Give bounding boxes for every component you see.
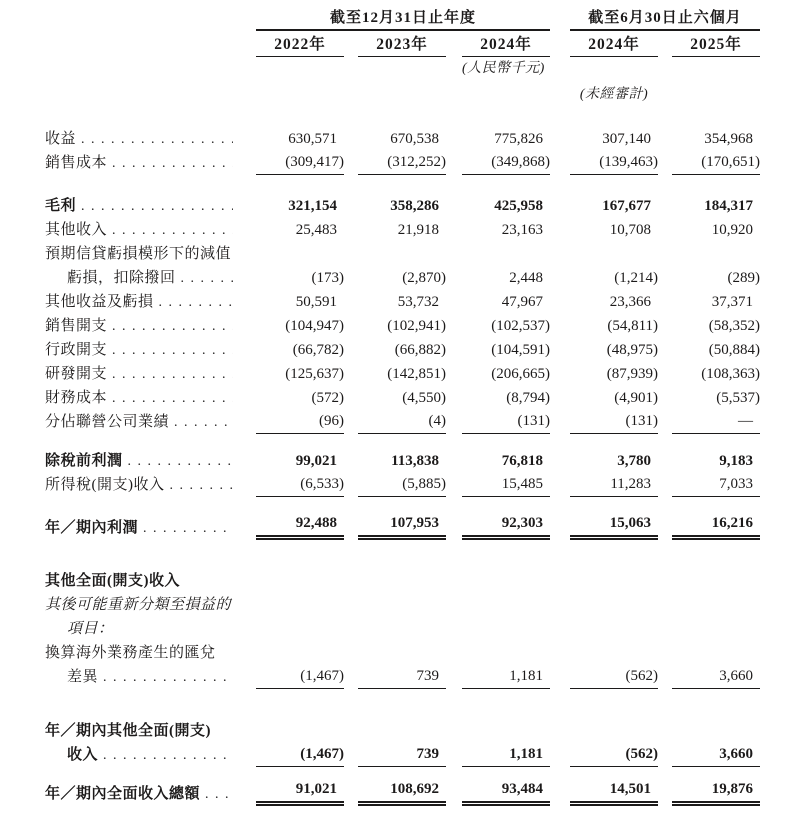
table-row: [40, 314, 760, 338]
row-label: 行政開支: [45, 342, 108, 358]
row-label: 所得稅(開支)收入: [45, 477, 165, 493]
value-cell: (142,851): [387, 366, 446, 382]
table-row: [40, 719, 760, 743]
dot-leader: [170, 478, 234, 494]
table-row: [40, 290, 760, 314]
value-cell: 93,484: [462, 781, 550, 806]
dot-leader: [112, 156, 233, 172]
row-label: 收入: [67, 747, 99, 763]
value-cell: (66,882): [394, 342, 446, 358]
value-cell: (4,550): [402, 390, 446, 406]
dot-leader: [174, 415, 233, 431]
value-cell: (4,901): [614, 390, 659, 406]
table-row: [40, 218, 760, 242]
dot-leader: [103, 748, 233, 764]
dot-leader: [112, 367, 233, 383]
dot-leader: [112, 343, 233, 359]
value-cell: (8,794): [506, 390, 550, 406]
value-cell: (349,868): [462, 154, 550, 175]
value-cell: 10,708: [609, 222, 652, 238]
interim-period-header: 截至6月30日止六個月: [570, 6, 760, 31]
currency-note: (人民幣千元): [462, 61, 545, 76]
spacer-row: [40, 767, 760, 781]
row-label: 其他全面(開支)收入: [45, 573, 180, 589]
year-col-2024-interim: 2024年: [570, 32, 658, 57]
dot-leader: [112, 391, 233, 407]
value-cell: (572): [311, 390, 344, 406]
value-cell: (87,939): [606, 366, 659, 382]
row-label: 分佔聯營公司業績: [45, 414, 170, 430]
value-cell: (139,463): [570, 154, 658, 175]
value-cell: 21,918: [397, 222, 439, 238]
value-cell: (131): [570, 413, 658, 434]
table-row: [40, 781, 760, 806]
value-cell: 15,485: [462, 476, 550, 497]
year-col-2024: 2024年: [462, 32, 550, 57]
value-cell: 50,591: [295, 294, 337, 310]
value-cell: (562): [570, 668, 658, 689]
value-cell: 307,140: [602, 131, 652, 147]
row-label: 年／期內利潤: [45, 520, 139, 536]
table-row: [40, 593, 760, 617]
value-cell: (58,352): [708, 318, 761, 334]
table-row: [40, 449, 760, 473]
value-cell: (131): [462, 413, 550, 434]
value-cell: (206,665): [491, 366, 550, 382]
value-cell: 76,818: [501, 453, 543, 469]
row-label: 其他收益及虧損: [45, 294, 154, 310]
row-label: 年／期內其他全面(開支): [45, 723, 211, 739]
row-label: 收益: [45, 131, 77, 147]
value-cell: 23,163: [501, 222, 543, 238]
table-row: [40, 617, 760, 641]
year-col-2025-interim: 2025年: [672, 32, 760, 57]
value-cell: 1,181: [462, 746, 550, 767]
value-cell: (562): [570, 746, 658, 767]
dot-leader: [112, 223, 233, 239]
value-cell: (1,467): [256, 746, 344, 767]
dot-leader: [81, 132, 233, 148]
table-row: [40, 410, 760, 434]
value-cell: (125,637): [285, 366, 344, 382]
value-cell: 53,732: [397, 294, 439, 310]
value-cell: (1,214): [614, 270, 659, 286]
table-row: [40, 194, 760, 218]
row-label: 預期信貸虧損模形下的減值: [45, 246, 232, 262]
spacer-row: [40, 105, 760, 127]
value-cell: 91,021: [256, 781, 344, 806]
value-cell: 7,033: [672, 476, 760, 497]
value-cell: (50,884): [708, 342, 761, 358]
table-row: [40, 242, 760, 266]
value-cell: 47,967: [501, 294, 543, 310]
spacer-row: [40, 434, 760, 449]
table-row: [40, 641, 760, 665]
row-label: 虧損，扣除撥回: [67, 270, 176, 286]
row-label: 差異: [67, 669, 99, 685]
year-col-2022: 2022年: [256, 32, 344, 57]
value-cell: (102,537): [491, 318, 550, 334]
value-cell: 3,780: [617, 453, 652, 469]
annual-period-header: 截至12月31日止年度: [256, 6, 550, 31]
value-cell: 16,216: [672, 515, 760, 540]
table-row: [40, 151, 760, 175]
table-row: [40, 515, 760, 540]
value-cell: 184,317: [704, 198, 754, 214]
row-label: 研發開支: [45, 366, 108, 382]
value-cell: 739: [358, 746, 446, 767]
table-row: [40, 569, 760, 593]
dot-leader: [181, 271, 233, 287]
value-cell: (173): [311, 270, 344, 286]
value-cell: 25,483: [295, 222, 337, 238]
spacer-row: [40, 689, 760, 719]
row-label: 銷售成本: [45, 155, 108, 171]
value-cell: (5,537): [716, 390, 761, 406]
value-cell: (102,941): [387, 318, 446, 334]
value-cell: 11,283: [570, 476, 658, 497]
value-cell: (48,975): [606, 342, 659, 358]
value-cell: (5,885): [358, 476, 446, 497]
dot-leader: [81, 199, 233, 215]
value-cell: —: [672, 413, 760, 434]
value-cell: (66,782): [292, 342, 344, 358]
table-row: [40, 743, 760, 767]
value-cell: (312,252): [358, 154, 446, 175]
value-cell: (1,467): [256, 668, 344, 689]
unaudited-note: (未經審計): [579, 87, 649, 102]
table-row: [40, 665, 760, 689]
value-cell: 15,063: [570, 515, 658, 540]
currency-note-row: [40, 57, 760, 79]
spacer-row: [40, 540, 760, 569]
value-cell: 167,677: [602, 198, 652, 214]
dot-leader: [159, 295, 233, 311]
value-cell: 23,366: [609, 294, 652, 310]
value-cell: 99,021: [295, 453, 337, 469]
year-header-row: [40, 31, 760, 57]
table-row: [40, 386, 760, 410]
row-label: 其後可能重新分類至損益的: [45, 597, 232, 613]
income-statement-table: [40, 6, 760, 806]
value-cell: 630,571: [288, 131, 337, 147]
table-row: [40, 266, 760, 290]
value-cell: (6,533): [256, 476, 344, 497]
value-cell: 19,876: [672, 781, 760, 806]
spacer-row: [40, 497, 760, 515]
value-cell: 92,303: [462, 515, 550, 540]
row-label: 財務成本: [45, 390, 108, 406]
table-row: [40, 338, 760, 362]
value-cell: 2,448: [509, 270, 543, 286]
value-cell: 107,953: [358, 515, 446, 540]
year-col-2023: 2023年: [358, 32, 446, 57]
value-cell: (170,651): [672, 154, 760, 175]
table-row: [40, 473, 760, 497]
row-label: 其他收入: [45, 222, 108, 238]
dot-leader: [143, 521, 233, 537]
value-cell: 3,660: [672, 746, 760, 767]
value-cell: 3,660: [672, 668, 760, 689]
row-label: 銷售開支: [45, 318, 108, 334]
value-cell: (54,811): [607, 318, 659, 334]
value-cell: (108,363): [701, 366, 761, 382]
dot-leader: [205, 787, 233, 803]
row-label: 除稅前利潤: [45, 453, 123, 469]
value-cell: 9,183: [719, 453, 754, 469]
value-cell: (96): [256, 413, 344, 434]
value-cell: 775,826: [494, 131, 543, 147]
value-cell: (2,870): [402, 270, 446, 286]
spacer-row: [40, 175, 760, 194]
dot-leader: [112, 319, 233, 335]
value-cell: 10,920: [711, 222, 754, 238]
value-cell: (4): [358, 413, 446, 434]
value-cell: 321,154: [288, 198, 337, 214]
value-cell: 108,692: [358, 781, 446, 806]
dot-leader: [128, 454, 233, 470]
row-label: 年／期內全面收入總額: [45, 786, 201, 802]
value-cell: (104,947): [285, 318, 344, 334]
table-row: [40, 127, 760, 151]
value-cell: 354,968: [704, 131, 754, 147]
value-cell: 37,371: [711, 294, 754, 310]
value-cell: 425,958: [494, 198, 543, 214]
period-group-header-row: [40, 6, 760, 31]
value-cell: (309,417): [256, 154, 344, 175]
value-cell: 358,286: [390, 198, 439, 214]
value-cell: (289): [727, 270, 761, 286]
unaudited-note-row: [40, 79, 760, 105]
value-cell: 92,488: [256, 515, 344, 540]
value-cell: 14,501: [570, 781, 658, 806]
value-cell: (104,591): [491, 342, 550, 358]
value-cell: 739: [358, 668, 446, 689]
value-cell: 1,181: [462, 668, 550, 689]
row-label: 毛利: [45, 198, 77, 214]
row-label: 項目：: [67, 621, 114, 637]
dot-leader: [103, 670, 233, 686]
row-label: 換算海外業務產生的匯兌: [45, 645, 216, 661]
value-cell: 113,838: [391, 453, 439, 469]
table-row: [40, 362, 760, 386]
value-cell: 670,538: [390, 131, 439, 147]
